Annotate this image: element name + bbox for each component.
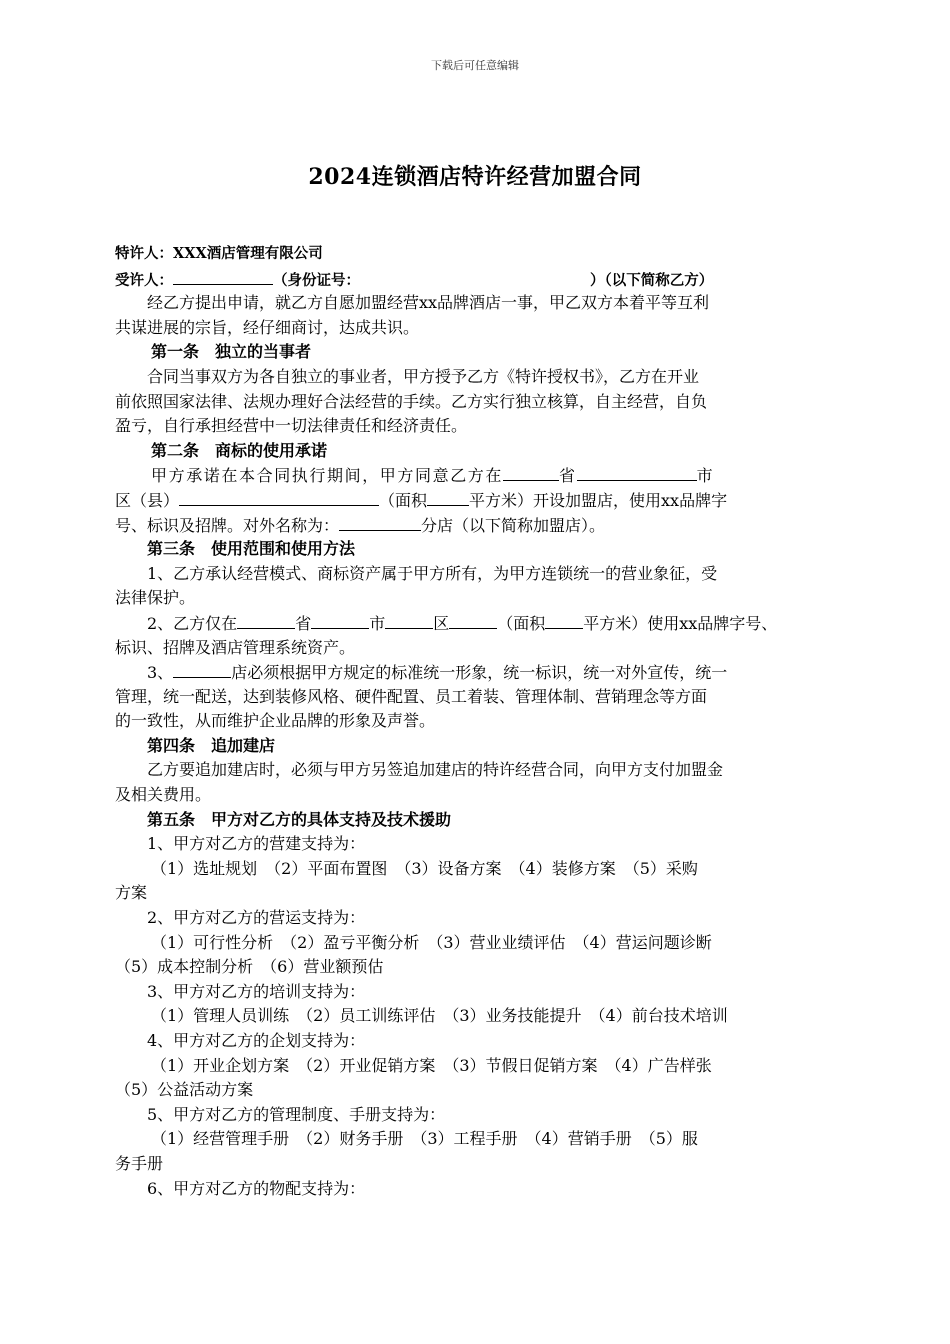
blank-district-2[interactable] <box>385 611 433 629</box>
blank-street[interactable] <box>449 611 497 629</box>
paragraph-line: 区（县） （面积 平方米）开设加盟店，使用xx品牌字 <box>115 488 840 513</box>
paragraph-line: 前依照国家法律、法规办理好合法经营的手续。乙方实行独立核算，自主经营，自负 <box>115 391 708 411</box>
list-line: （1）开业企划方案 （2）开业促销方案 （3）节假日促销方案 （4）广告样张 <box>151 1055 712 1075</box>
paragraph-line: 1、乙方承认经营模式、商标资产属于甲方所有，为甲方连锁统一的营业象征，受 <box>147 563 718 583</box>
paragraph-line: 的一致性，从而维护企业品牌的形象及声誉。 <box>115 711 436 731</box>
article-1-heading: 第一条 独立的当事者 <box>151 342 312 362</box>
blank-store[interactable] <box>173 660 231 678</box>
blank-area[interactable] <box>427 488 469 506</box>
paragraph-line: 号、标识及招牌。对外名称为： 分店（以下简称加盟店）。 <box>115 513 840 538</box>
list-line: 方案 <box>115 883 148 903</box>
list-line: （5）成本控制分析 （6）营业额预估 <box>115 957 384 977</box>
paragraph-line: 3、甲方对乙方的培训支持为： <box>147 981 366 1001</box>
paragraph-line: 及相关费用。 <box>115 785 212 805</box>
list-line: （1）经营管理手册 （2）财务手册 （3）工程手册 （4）营销手册 （5）服 <box>151 1129 698 1149</box>
paragraph-line: 5、甲方对乙方的管理制度、手册支持为： <box>147 1104 446 1124</box>
licensee-line: 受许人： （身份证号： ）（以下简称乙方） <box>115 267 840 292</box>
document-title: 2024连锁酒店特许经营加盟合同 <box>308 164 642 190</box>
list-line: （1）可行性分析 （2）盈亏平衡分析 （3）营业业绩评估 （4）营运问题诊断 <box>151 932 712 952</box>
paragraph-line: 合同当事双方为各自独立的事业者，甲方授予乙方《特许授权书》，乙方在开业 <box>147 366 700 386</box>
paragraph-line: 乙方要追加建店时，必须与甲方另签追加建店的特许经营合同，向甲方支付加盟金 <box>147 760 724 780</box>
list-line: （1）选址规划 （2）平面布置图 （3）设备方案 （4）装修方案 （5）采购 <box>151 858 698 878</box>
paragraph-line: 共谋进展的宗旨，经仔细商讨，达成共识。 <box>115 317 420 337</box>
paragraph-line: 法律保护。 <box>115 588 196 608</box>
blank-city-2[interactable] <box>311 611 369 629</box>
paragraph-line: 4、甲方对乙方的企划支持为： <box>147 1031 366 1050</box>
blank-licensee-name[interactable] <box>173 267 273 285</box>
licensor-line: 特许人：XXX酒店管理有限公司 <box>115 245 323 262</box>
document-body <box>115 242 840 1201</box>
paragraph-line: 1、甲方对乙方的营建支持为： <box>147 834 366 854</box>
paragraph-line: 管理，统一配送，达到装修风格、硬件配置、员工着装、管理体制、营销理念等方面 <box>115 686 708 706</box>
list-line: （5）公益活动方案 <box>115 1080 254 1100</box>
paragraph-line: 标识、招牌及酒店管理系统资产。 <box>115 637 356 657</box>
paragraph-line: 6、甲方对乙方的物配支持为： <box>147 1178 366 1198</box>
paragraph-line: 2、甲方对乙方的营运支持为： <box>147 908 366 928</box>
blank-district[interactable] <box>179 488 379 506</box>
article-3-heading: 第三条 使用范围和使用方法 <box>147 539 356 559</box>
list-line: 务手册 <box>115 1153 164 1173</box>
paragraph-line: 3、 店必须根据甲方规定的标准统一形象，统一标识，统一对外宣传，统一 <box>115 660 840 685</box>
article-4-heading: 第四条 追加建店 <box>147 735 276 755</box>
blank-province[interactable] <box>503 463 559 481</box>
article-5-heading: 第五条 甲方对乙方的具体支持及技术援助 <box>147 809 452 829</box>
blank-province-2[interactable] <box>237 611 295 629</box>
paragraph-line: 2、乙方仅在 省 市 区 （面积 平方米）使用xx品牌字号、 <box>115 611 840 636</box>
blank-area-2[interactable] <box>545 611 583 629</box>
list-line: （1）管理人员训练 （2）员工训练评估 （3）业务技能提升 （4）前台技术培训 <box>151 1006 728 1026</box>
paragraph-line: 经乙方提出申请，就乙方自愿加盟经营xx品牌酒店一事，甲乙双方本着平等互利 <box>147 293 710 313</box>
paragraph-line: 盈亏，自行承担经营中一切法律责任和经济责任。 <box>115 416 468 436</box>
paragraph-line: 甲方承诺在本合同执行期间，甲方同意乙方在 省 市 <box>115 463 840 488</box>
article-2-heading: 第二条 商标的使用承诺 <box>151 440 328 460</box>
blank-city[interactable] <box>577 463 697 481</box>
header-note: 下载后可任意编辑 <box>431 59 519 72</box>
blank-store-name[interactable] <box>339 513 421 531</box>
